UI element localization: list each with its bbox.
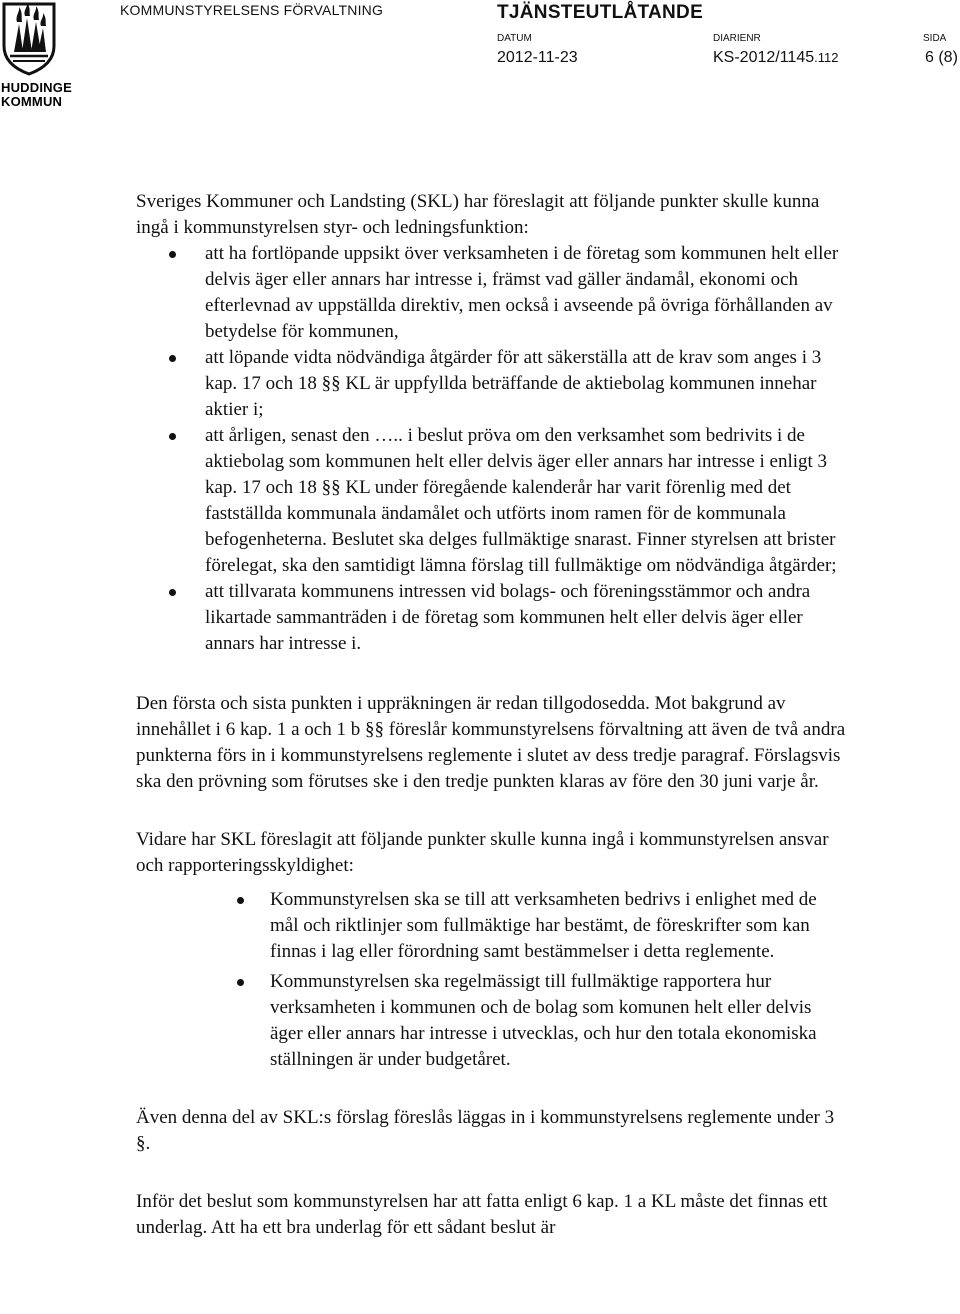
logo-text-line1: HUDDINGE bbox=[1, 80, 72, 95]
list-item: Kommunstyrelsen ska regelmässigt till fullmäktige rapportera hur verksamheten i kommunen och de bolag som komunen helt eller delvis äger eller annars har intresse i utvecklas, och hur den totala ekonomiska ställningen är under budgetåret. bbox=[270, 969, 852, 1073]
registration-number-suffix: .112 bbox=[814, 50, 839, 65]
list-item: att tillvarata kommunens intressen vid bolags- och föreningsstämmor och andra likartade sammanträden i de företag som kommunen helt eller delvis äger eller annars har intresse i. bbox=[136, 579, 852, 657]
paragraph-5: Inför det beslut som kommunstyrelsen har att fatta enligt 6 kap. 1 a KL måste det finnas ett underlag. Att ha ett bra underlag för ett sådant beslut är bbox=[136, 1191, 828, 1238]
registration-number-main: KS-2012/1145 bbox=[713, 49, 815, 66]
list-item: att ha fortlöpande uppsikt över verksamheten i de företag som kommunen helt eller delvis äger eller annars har intresse i, främst vad gäller ändamål, ekonomi och efterlevnad av uppställda direktiv, men också i avseende på övriga förhållanden av betydelse för kommunen, bbox=[136, 241, 852, 345]
paragraph-2: Den första och sista punkten i uppräkningen är redan tillgodosedda. Mot bakgrund av innehållet i 6 kap. 1 a och 1 b §§ föreslår kommunstyrelsens förvaltning att även de två andra punkterna förs in i kommunstyrelsens reglemente i slutet av dess tredje paragraf. Förslagsvis ska den prövning som förutses ske i den tredje punkten klaras av före den 30 juni varje år. bbox=[136, 693, 846, 792]
bullet-list-2 bbox=[136, 887, 852, 1073]
registration-number-label: DIARIENR bbox=[713, 33, 761, 44]
municipality-logo bbox=[0, 2, 72, 109]
logo-text-line2: KOMMUN bbox=[1, 94, 63, 109]
page-label: SIDA bbox=[923, 33, 947, 44]
list-item: att årligen, senast den ….. i beslut pröva om den verksamhet som bedrivits i de aktiebolag som kommunen helt eller delvis äger eller annars har intresse i enligt 3 kap. 17 och 18 §§ KL under föregående kalenderår har varit förenlig med det fastställda kommunala ändamålet och utförts inom ramen för de kommunala befogenheterna. Beslutet ska delges fullmäktige snarast. Finner styrelsen att brister förelegat, ska den samtidigt lämna förslag till fullmäktige om nödvändiga åtgärder; bbox=[136, 423, 852, 579]
organization-name: KOMMUNSTYRELSENS FÖRVALTNING bbox=[120, 2, 384, 18]
bullet-list-1 bbox=[136, 241, 852, 657]
coat-of-arms-icon bbox=[0, 2, 58, 76]
date-value: 2012-11-23 bbox=[497, 49, 578, 66]
paragraph-4: Även denna del av SKL:s förslag föreslås läggas in i kommunstyrelsens reglemente under 3 §. bbox=[136, 1107, 835, 1154]
logo-text bbox=[1, 81, 71, 109]
page-number: 6 (8) bbox=[925, 49, 958, 66]
document-type: TJÄNSTEUTLÅTANDE bbox=[497, 2, 704, 23]
registration-number-value bbox=[713, 49, 838, 67]
document-body bbox=[136, 189, 852, 1241]
date-label: DATUM bbox=[497, 33, 532, 44]
paragraph-intro-1: Sveriges Kommuner och Landsting (SKL) har föreslagit att följande punkter skulle kunna ingå i kommunstyrelsen styr- och ledningsfunktion: bbox=[136, 191, 820, 238]
paragraph-intro-3: Vidare har SKL föreslagit att följande punkter skulle kunna ingå i kommunstyrelsen ansvar och rapporteringsskyldighet: bbox=[136, 829, 829, 876]
list-item: att löpande vidta nödvändiga åtgärder för att säkerställa att de krav som anges i 3 kap. 17 och 18 §§ KL är uppfyllda beträffande de aktiebolag kommunen innehar aktier i; bbox=[136, 345, 852, 423]
list-item: Kommunstyrelsen ska se till att verksamheten bedrivs i enlighet med de mål och riktlinjer som fullmäktige har bestämt, de föreskrifter som kan finnas i lag eller förordning samt bestämmelser i detta reglemente. bbox=[270, 887, 852, 965]
